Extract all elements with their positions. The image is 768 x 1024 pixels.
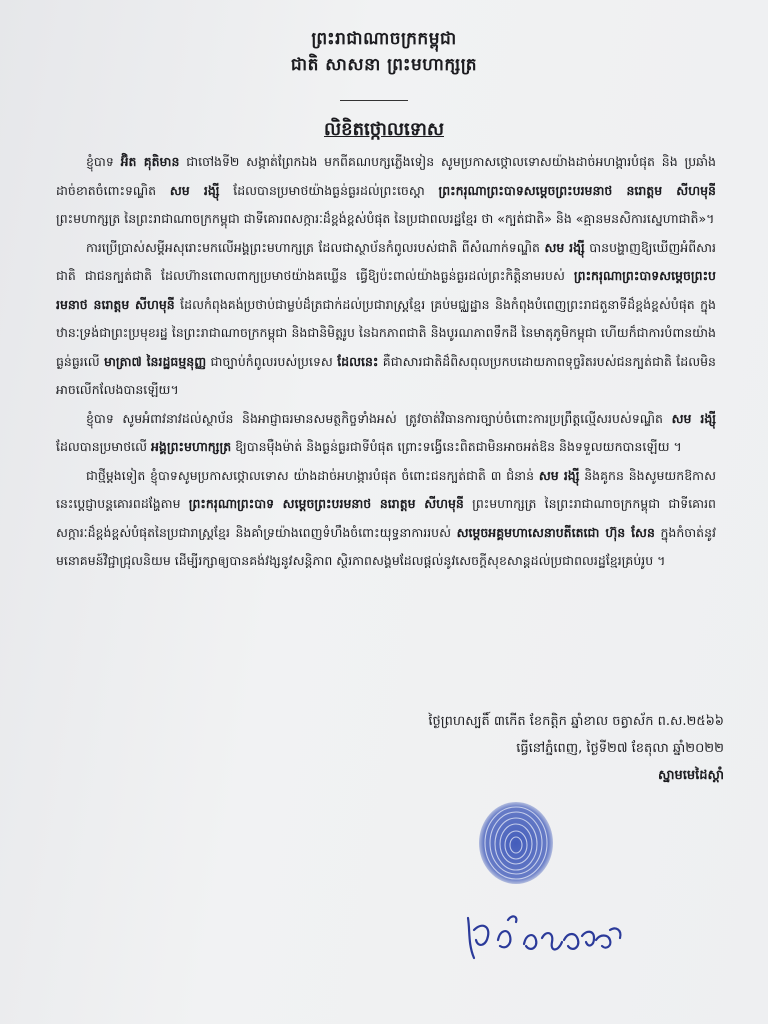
closing-block: [404, 708, 724, 789]
emphasized-text: សម្តេចអគ្គមហាសេនាបតីតេជោ ហ៊ុន សែន: [456, 524, 655, 540]
emphasized-text: មាត្រា៧ នៃរដ្ឋធម្មនុញ្ញ: [104, 353, 207, 369]
paragraph-text: ខ្ញុំបាទ សូមអំពាវនាវដល់ស្ថាប័ន និងអាជ្ញាធរមានសមត្ថកិច្ចទាំងអស់ ត្រូវចាត់វិធានការច្បាប់ចំពោះការប្រព្រឹត្តល្មើសរបស់ទណ្ឌិត: [86, 410, 672, 426]
paragraph-text: ជាចៅងទី២ សង្កាត់ព្រែកឯង មកពីគណបក្សភ្លើងទៀន សូមប្រកាសថ្កោលទោសយ៉ាងដាច់អហង្ការបំផុត និង ប្រឆាំងដាច់ខាតចំពោះទណ្ឌិត: [56, 154, 716, 198]
paragraph-text: ការប្រើប្រាស់សម្តីអសុរោះមកលើអង្គព្រះមហាក្សត្រ ដែលជាស្ថាប័នកំពូលរបស់ជាតិ ពីសំណាក់ទណ្ឌិត: [86, 239, 545, 255]
paragraph-text: ដែលបានប្រមាថយ៉ាងធ្ងន់ធ្ងរដល់ព្រះចេស្តា: [219, 182, 439, 198]
emphasized-text: អង្គព្រះមហាក្សត្រ: [150, 439, 232, 454]
paragraph-text: និងគូកន និងសូមយកឱកាសនេះប្តេជ្ញាបន្តគោរពដង្ហែតាម: [56, 467, 716, 511]
paragraph-text: ជាច្បាប់កំពូលរបស់ប្រទេស: [206, 353, 338, 369]
national-motto: ជាតិ សាសនា ព្រះមហាក្សត្រ: [290, 55, 478, 75]
lunar-date: ថ្ងៃព្រហស្បតិ៍ ៣កើត ខែកត្តិក ឆ្នាំខាល ចត្វាស័ក ព.ស.២៥៦៦: [428, 714, 724, 729]
date-place: ធ្វើនៅភ្នំពេញ, ថ្ងៃទី២៧ ខែតុលា ឆ្នាំ២០២២: [516, 741, 724, 756]
letterhead: [0, 26, 768, 78]
emphasized-text: ដែលនេះ: [337, 353, 379, 369]
emphasized-text: សម រង្ស៊ី: [544, 239, 585, 255]
paragraph-text: ព្រះមហាក្សត្រ នៃព្រះរាជាណាចក្រកម្ពុជា ជាទីគោរពសក្ការៈដ៏ខ្ពង់ខ្ពស់បំផុតនៃប្រជារាស្ត្រខ្មែរ និងគាំទ្រយ៉ាងពេញទំហឹងចំពោះយុទ្ធនាការរបស់: [56, 496, 716, 540]
body-paragraph: [56, 234, 716, 405]
emphasized-text: ព្រះករុណាព្រះបាទ សម្តេចព្រះបរមនាថ នរោត្តម សីហមុនី: [188, 496, 464, 511]
body-paragraph: [56, 405, 716, 462]
emphasized-text: អ៊ិត គុតិមាន: [120, 154, 180, 169]
emphasized-text: ព្រះករុណាព្រះបាទសម្តេចព្រះបរមនាថ នរោត្តម សីហមុនី: [438, 182, 716, 198]
emphasized-text: សម រង្ស៊ី: [538, 467, 580, 483]
paragraph-text: ដែលបានប្រមាថលើ: [56, 439, 151, 454]
paragraph-text: ព្រះមហាក្សត្រ នៃព្រះរាជាណាចក្រកម្ពុជា ជាទីគោរពសក្ការៈដ៏ខ្ពង់ខ្ពស់បំផុត នៃប្រជាពលរដ្ឋខ្មែរ ថា «ក្បត់ជាតិ» និង «គ្មានមនសិការស្នេហាជាតិ»។: [56, 211, 715, 226]
paragraph-text: គឺជាសារជាតិដ៏ពិសពុលប្រកបដោយភាពទុច្ចរិតរបស់ជនក្បត់ជាតិ ដែលមិនអាចលើកលែងបានឡើយ។: [56, 353, 716, 397]
letter-title: លិខិតថ្កោលទោស: [324, 119, 444, 140]
paragraph-text: ក្នុងកំចាត់នូវមនោគមន៍វិជ្ជាជ្រុលនិយម ដើម្បីរក្សាឲ្យបានគង់វង្សនូវសន្តិភាព ស្ថិរភាពសង្គមដែលផ្តល់នូវសេចក្តីសុខសាន្តដល់ប្រជាពលរដ្ឋខ្មែរគ្រប់រូប ។: [56, 524, 717, 568]
emphasized-text: សម រង្ស៊ី: [671, 410, 716, 426]
paragraph-text: ឱ្យបានម៉ឺងម៉ាត់ និងធ្ងន់ធ្ងរជាទីបំផុត ព្រោះទង្វើនេះពិតជាមិនអាចអត់ឱន និងទទួលយកបានឡើយ ។: [231, 439, 682, 454]
paragraph-text: ជាថ្មីម្តងទៀត ខ្ញុំបាទសូមប្រកាសថ្កោលទោស យ៉ាងដាច់អហង្ការបំផុត ចំពោះជនក្បត់ជាតិ ៣ ជំនាន់: [86, 467, 539, 483]
emphasized-text: សម រង្ស៊ី: [169, 182, 220, 198]
kingdom-heading: ព្រះរាជាណាចក្រកម្ពុជា: [311, 29, 457, 49]
handwritten-signature: [460, 900, 630, 970]
header-divider: [340, 100, 408, 101]
paragraph-text: ដែលកំពុងគង់ប្រថាប់ជាម្លប់ដ៏ត្រជាក់ដល់ប្រជារាស្ត្រខ្មែរ គ្រប់មជ្ឈដ្ឋាន និងកំពុងបំពេញព្រះរាជតួនាទីដ៏ខ្ពង់ខ្ពស់បំផុត ក្នុងឋានៈទ្រង់ជាព្រះប្រមុខរដ្ឋ នៃព្រះរាជាណាចក្រកម្ពុជា និងជានិមិត្តរូប នៃឯកភាពជាតិ និងបូរណភាពទឹកដី នៃមាតុភូមិកម្ពុជា ហើយក៏ជាការបំពានយ៉ាងធ្ងន់ធ្ងរលើ: [56, 296, 716, 369]
paragraph-text: បានបង្ហាញឱ្យឃើញអំពីសារជាតិ ជាជនក្បត់ជាតិ ដែលហ៊ានពោលពាក្យប្រមាថយ៉ាងគឃ្លើន ធ្វើឱ្យប៉ះពាល់យ៉ាងធ្ងន់ធ្ងរដល់ព្រះកិត្តិនាមរបស់: [56, 239, 716, 283]
paragraph-text: ខ្ញុំបាទ: [86, 154, 121, 169]
letter-body: [56, 148, 716, 576]
thumbprint-label: ស្នាមមេដៃស្តាំ: [657, 768, 724, 783]
emphasized-text: ព្រះករុណាព្រះបាទសម្តេចព្រះបរមនាថ នរោត្តម សីហមុនី: [56, 268, 716, 312]
body-paragraph: [56, 148, 716, 234]
body-paragraph: [56, 462, 716, 576]
fingerprint-mark: [476, 800, 556, 886]
